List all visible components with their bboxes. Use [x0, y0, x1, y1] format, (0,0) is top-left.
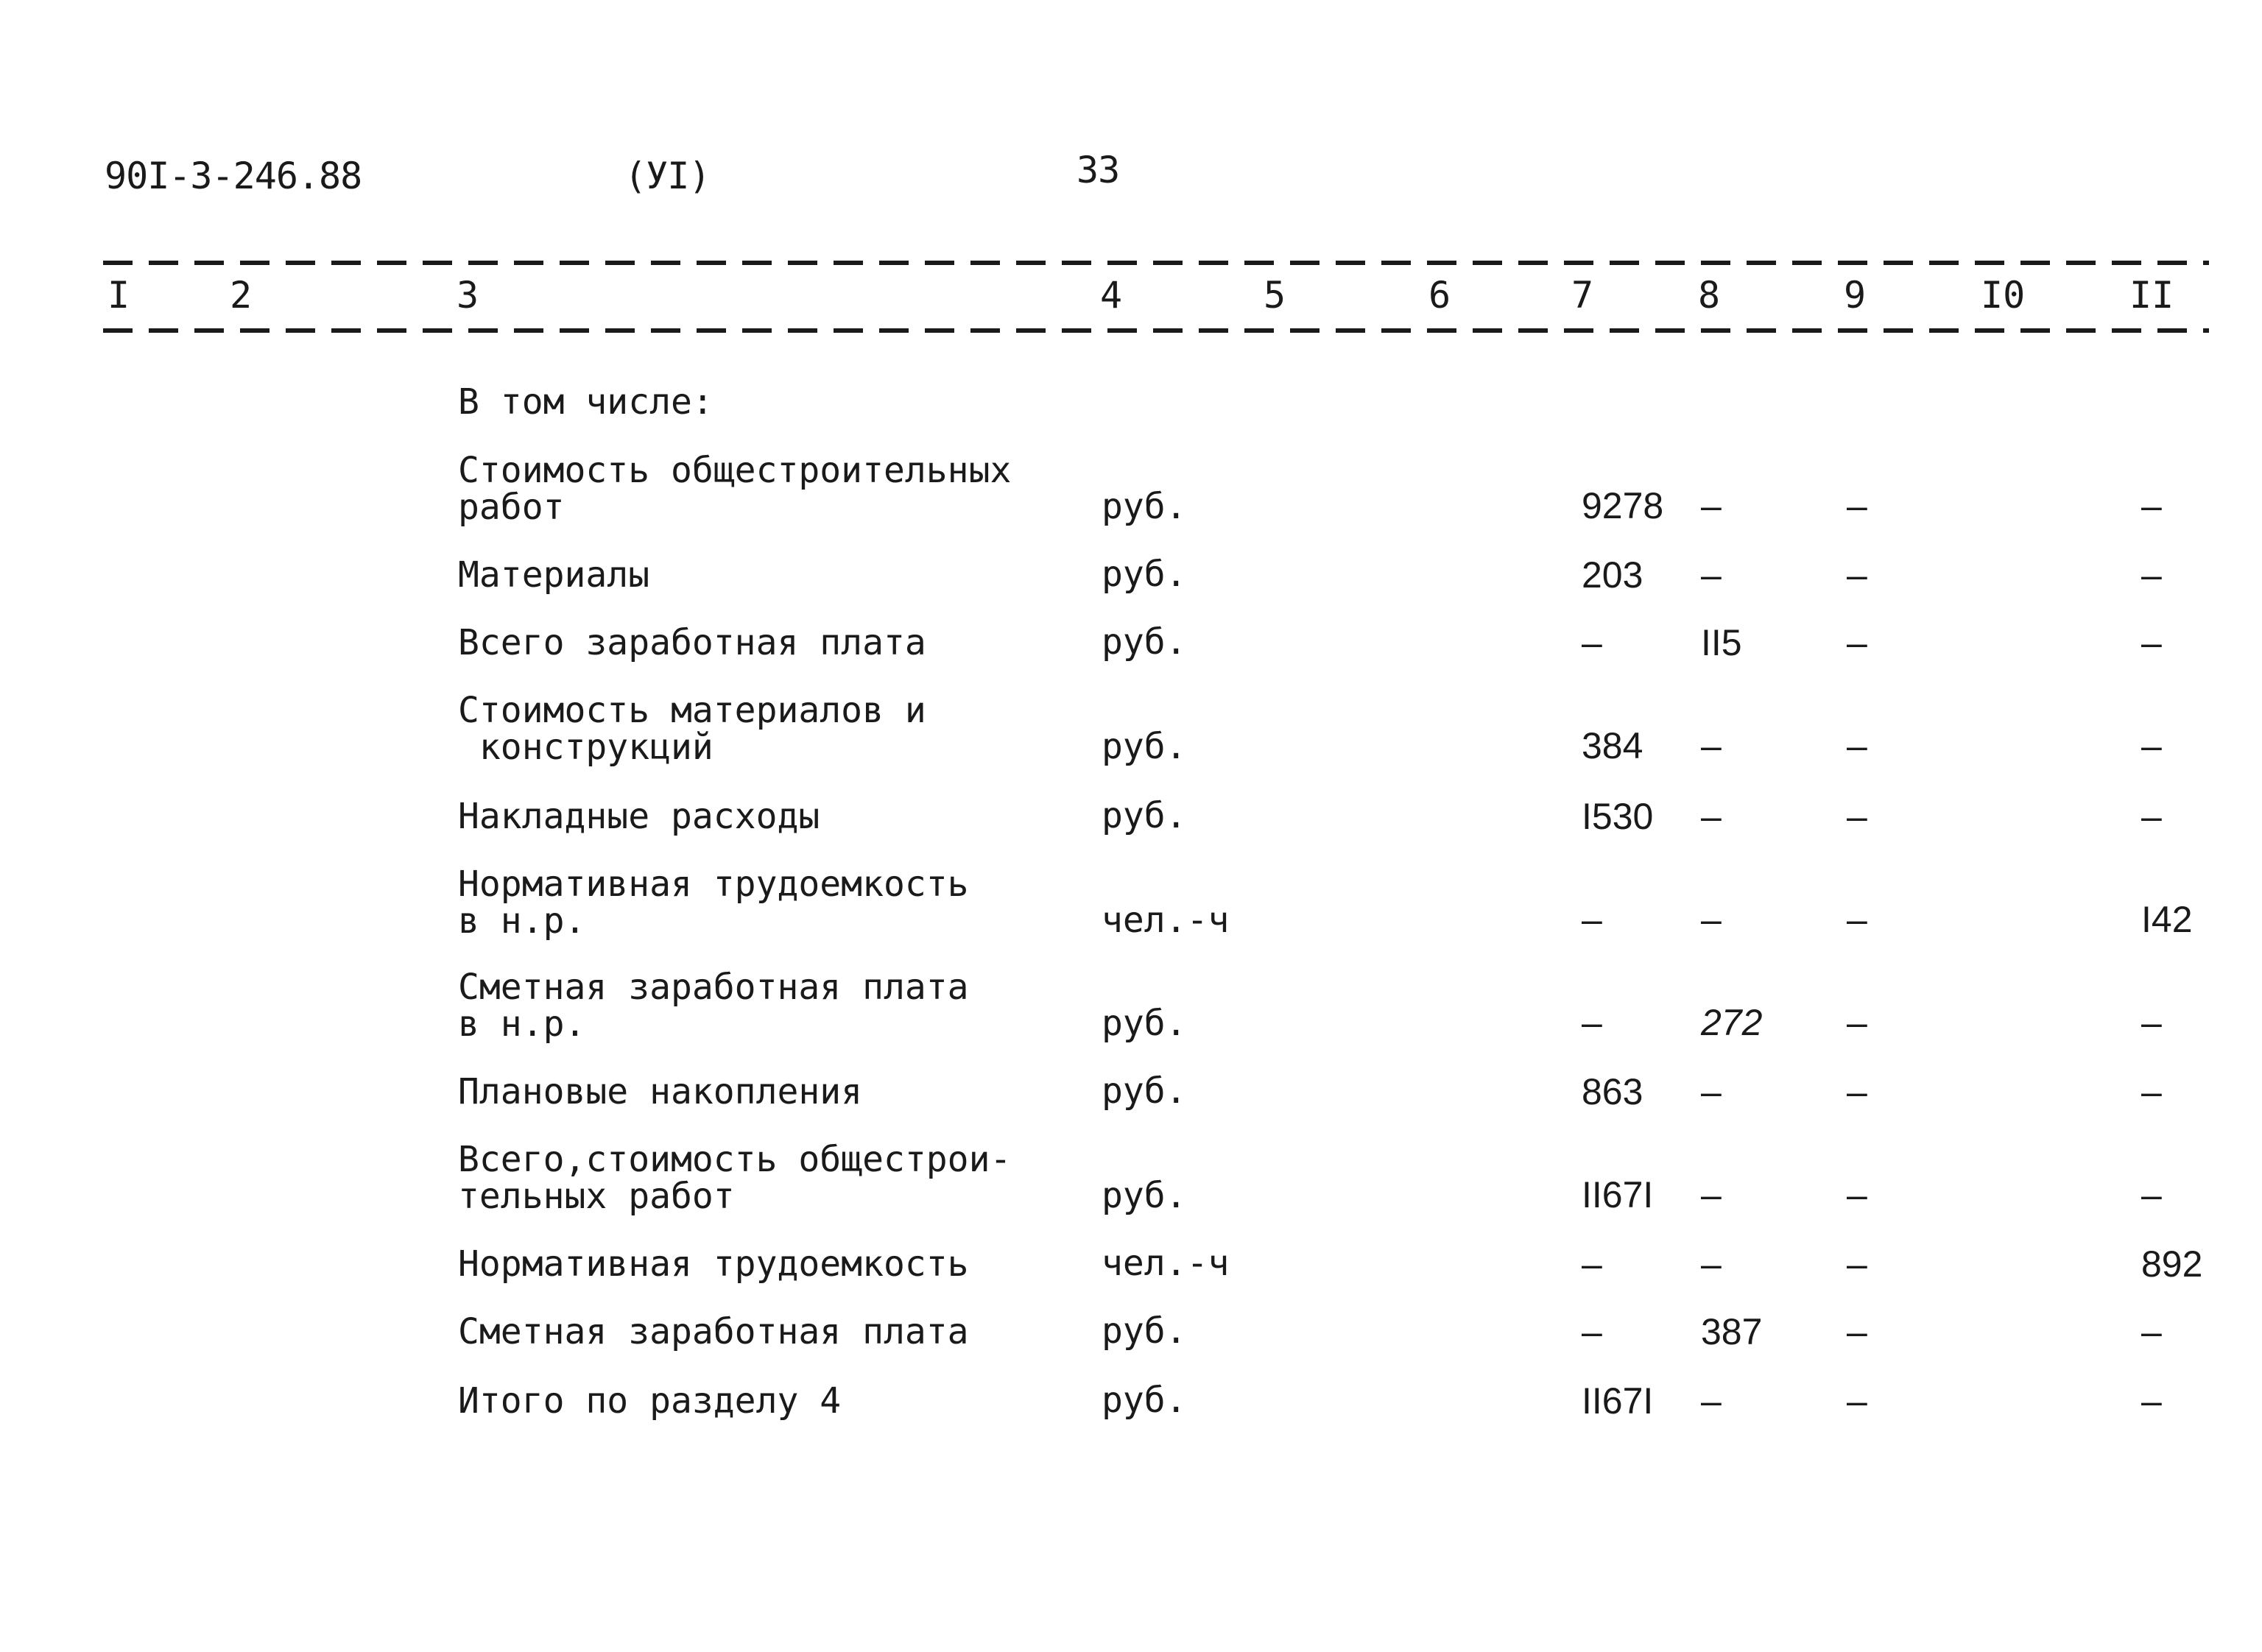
column-header-3: 3	[457, 274, 479, 317]
row-unit: руб.	[1102, 1380, 1187, 1421]
cell-col-7: –	[1582, 1243, 1602, 1285]
column-header-8: 8	[1698, 274, 1721, 317]
cell-col-8: –	[1701, 554, 1722, 596]
cell-col-7: –	[1582, 1002, 1602, 1043]
cell-col-7: 203	[1582, 554, 1643, 596]
cell-col-7: –	[1582, 899, 1602, 940]
cell-col-7: II67I	[1582, 1380, 1654, 1422]
row-unit: чел.-ч	[1102, 900, 1230, 941]
row-unit: руб.	[1102, 1310, 1187, 1352]
row-unit: руб.	[1102, 1003, 1187, 1044]
cell-col-7: II67I	[1582, 1174, 1654, 1215]
cell-col-11: –	[2141, 1380, 2162, 1422]
cell-col-8: –	[1701, 1243, 1722, 1285]
row-unit: чел.-ч	[1102, 1243, 1230, 1284]
cell-col-8: –	[1701, 796, 1722, 837]
row-label: Нормативная трудоемкость в н.р.	[458, 864, 969, 942]
cell-col-9: –	[1847, 796, 1867, 837]
cell-col-11: 892	[2141, 1243, 2203, 1285]
cell-col-8: –	[1701, 1174, 1722, 1215]
cell-col-7: 863	[1582, 1071, 1643, 1112]
document-code: 90I-3-246.88	[105, 155, 362, 197]
intro-label: В том числе:	[458, 381, 714, 423]
cell-col-7: 9278	[1582, 485, 1664, 526]
row-label: Всего,стоимость общестрои- тельных работ	[458, 1139, 1012, 1217]
column-header-6: 6	[1428, 274, 1451, 317]
row-label: Сметная заработная плата в н.р.	[458, 967, 969, 1045]
cell-col-9: –	[1847, 1002, 1867, 1043]
row-label: Всего заработная плата	[458, 622, 926, 663]
row-label: Накладные расходы	[458, 796, 820, 837]
column-header-5: 5	[1264, 274, 1286, 317]
page-number: 33	[1077, 149, 1120, 191]
cell-col-11: –	[2141, 622, 2162, 663]
column-header-1: I	[108, 274, 130, 317]
column-header-11: II	[2129, 274, 2174, 317]
cell-col-8: II5	[1701, 622, 1742, 663]
row-unit: руб.	[1102, 726, 1187, 767]
cell-col-9: –	[1847, 485, 1867, 526]
row-label: Стоимость общестроительных работ	[458, 450, 1012, 528]
column-header-2: 2	[230, 274, 253, 317]
cell-col-9: –	[1847, 622, 1867, 663]
row-label: Плановые накопления	[458, 1071, 863, 1112]
cell-col-8: 387	[1701, 1311, 1763, 1352]
row-label: Итого по разделу 4	[458, 1380, 842, 1422]
cell-col-11: –	[2141, 1002, 2162, 1043]
cell-col-11: –	[2141, 1174, 2162, 1215]
section-number: (УI)	[624, 155, 711, 197]
cell-col-9: –	[1847, 1243, 1867, 1285]
cell-col-9: –	[1847, 899, 1867, 940]
row-label: Нормативная трудоемкость	[458, 1243, 969, 1285]
cell-col-9: –	[1847, 725, 1867, 766]
cell-col-11: –	[2141, 1311, 2162, 1352]
cell-col-7: –	[1582, 622, 1602, 663]
cell-col-8: –	[1701, 1071, 1722, 1112]
cell-col-11: –	[2141, 725, 2162, 766]
row-unit: руб.	[1102, 486, 1187, 527]
cell-col-8: –	[1701, 1380, 1722, 1422]
cell-col-8: –	[1701, 725, 1722, 766]
cell-col-11: I42	[2141, 899, 2193, 940]
table-top-rule	[103, 261, 2209, 265]
cell-col-11: –	[2141, 1071, 2162, 1112]
row-unit: руб.	[1102, 1070, 1187, 1112]
column-header-7: 7	[1571, 274, 1594, 317]
cell-col-7: –	[1582, 1311, 1602, 1352]
cell-col-11: –	[2141, 554, 2162, 596]
column-header-9: 9	[1844, 274, 1867, 317]
row-unit: руб.	[1102, 1175, 1187, 1216]
cell-col-8: –	[1701, 899, 1722, 940]
cell-col-9: –	[1847, 1174, 1867, 1215]
column-header-4: 4	[1100, 274, 1123, 317]
cell-col-11: –	[2141, 796, 2162, 837]
cell-col-7: I530	[1582, 796, 1654, 837]
cell-col-9: –	[1847, 1311, 1867, 1352]
table-header-rule	[103, 328, 2209, 333]
cell-col-9: –	[1847, 554, 1867, 596]
row-label: Материалы	[458, 554, 650, 596]
cell-col-9: –	[1847, 1071, 1867, 1112]
column-header-10: I0	[1981, 274, 2026, 317]
row-label: Стоимость материалов и конструкций	[458, 690, 926, 768]
cell-col-8: –	[1701, 485, 1722, 526]
cell-col-11: –	[2141, 485, 2162, 526]
row-unit: руб.	[1102, 621, 1187, 663]
row-unit: руб.	[1102, 554, 1187, 595]
cell-col-7: 384	[1582, 725, 1643, 766]
cell-col-8: 272	[1701, 1002, 1763, 1043]
row-label: Сметная заработная плата	[458, 1311, 969, 1352]
row-unit: руб.	[1102, 795, 1187, 836]
cell-col-9: –	[1847, 1380, 1867, 1422]
